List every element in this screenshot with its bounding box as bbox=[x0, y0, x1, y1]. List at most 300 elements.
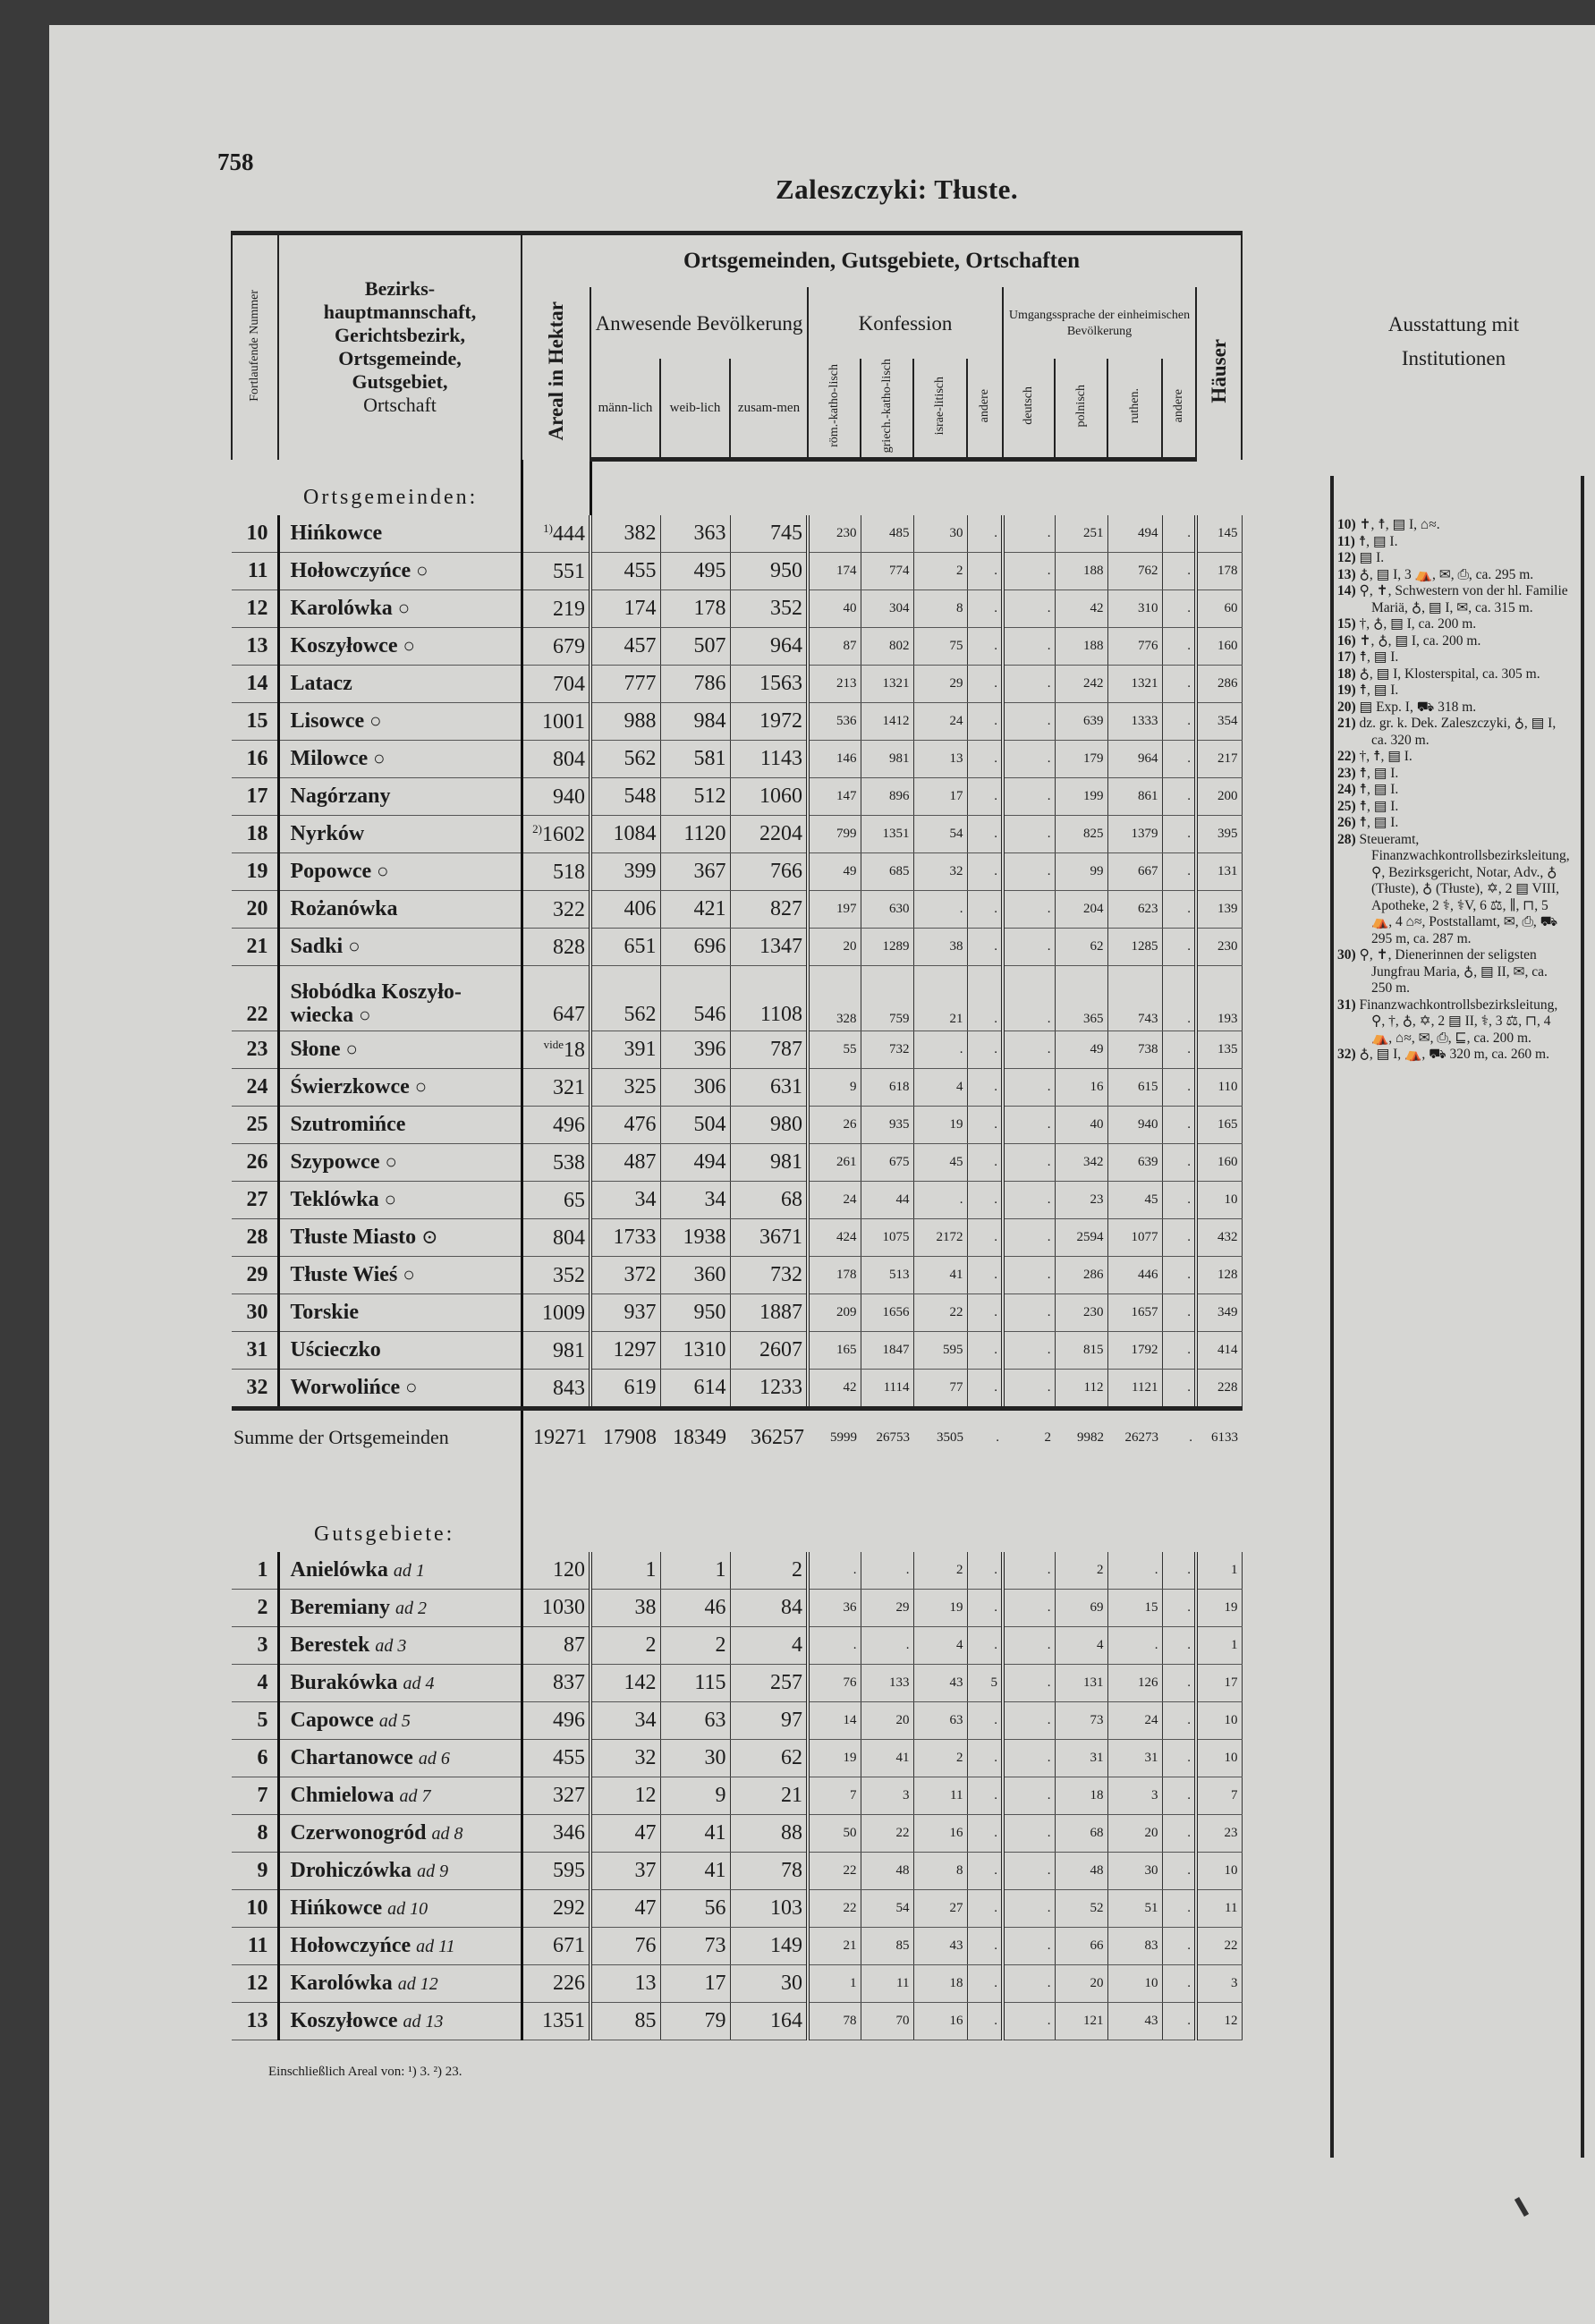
areal-cell bbox=[522, 1219, 590, 1257]
value-z: 257 bbox=[730, 1665, 808, 1702]
value-rk: 536 bbox=[808, 703, 861, 741]
value-z: 352 bbox=[730, 590, 808, 628]
value-z: 766 bbox=[730, 853, 808, 891]
value-ru: . bbox=[1107, 1552, 1162, 1590]
value-as: . bbox=[1162, 1107, 1196, 1144]
value-h: 160 bbox=[1196, 628, 1242, 666]
areal-cell bbox=[522, 2003, 590, 2040]
value-z: 1887 bbox=[730, 1294, 808, 1332]
value-gk: 732 bbox=[861, 1031, 913, 1069]
place-name bbox=[278, 1069, 522, 1107]
value-ru: 1321 bbox=[1107, 666, 1162, 703]
value-gk: 485 bbox=[861, 515, 913, 553]
sum-w: 18349 bbox=[660, 1409, 730, 1465]
value-de: . bbox=[1003, 816, 1055, 853]
value-as: . bbox=[1162, 966, 1196, 1031]
value-z: 964 bbox=[730, 628, 808, 666]
value-z: 88 bbox=[730, 1815, 808, 1853]
value-is: 32 bbox=[913, 853, 967, 891]
note-number: 30) bbox=[1337, 947, 1356, 963]
value-z: 1347 bbox=[730, 929, 808, 966]
row-number: 18 bbox=[232, 816, 278, 853]
areal-cell bbox=[522, 1627, 590, 1665]
place-name bbox=[278, 853, 522, 891]
value-m: 142 bbox=[590, 1665, 660, 1702]
note-text: ♁, ▤ I, Klosterspital, ca. 305 m. bbox=[1359, 666, 1540, 682]
section-label-ortsgemeinden: Ortsgemeinden: bbox=[278, 460, 522, 516]
value-is: 13 bbox=[913, 741, 967, 778]
value-z: 4 bbox=[730, 1627, 808, 1665]
municipality-mark-icon: ○ bbox=[373, 747, 386, 770]
value-w: 786 bbox=[660, 666, 730, 703]
table-row bbox=[232, 778, 1242, 816]
areal-value: 1009 bbox=[542, 1301, 585, 1325]
value-as: . bbox=[1162, 929, 1196, 966]
value-rk: 230 bbox=[808, 515, 861, 553]
value-z: 1108 bbox=[730, 966, 808, 1031]
value-rk: . bbox=[808, 1552, 861, 1590]
areal-value: 804 bbox=[553, 1226, 585, 1250]
value-gk: 48 bbox=[861, 1853, 913, 1890]
municipality-mark-icon: ○ bbox=[397, 597, 411, 620]
note-number: 17) bbox=[1337, 649, 1356, 665]
sum-pl: 9982 bbox=[1055, 1409, 1107, 1465]
value-rk: 76 bbox=[808, 1665, 861, 1702]
value-pl: 23 bbox=[1055, 1182, 1107, 1219]
value-h: 131 bbox=[1196, 853, 1242, 891]
row-number: 28 bbox=[232, 1219, 278, 1257]
value-gk: 20 bbox=[861, 1702, 913, 1740]
areal-cell bbox=[522, 1182, 590, 1219]
value-is: 2172 bbox=[913, 1219, 967, 1257]
areal-value: 322 bbox=[553, 897, 585, 921]
value-rk: . bbox=[808, 1627, 861, 1665]
value-gk: 11 bbox=[861, 1965, 913, 2003]
value-w: 63 bbox=[660, 1702, 730, 1740]
value-w: 367 bbox=[660, 853, 730, 891]
note-text: ☨, ▤ I. bbox=[1359, 782, 1399, 797]
value-de: . bbox=[1003, 1740, 1055, 1777]
value-pl: 188 bbox=[1055, 628, 1107, 666]
areal-value: 804 bbox=[553, 747, 585, 771]
value-de: . bbox=[1003, 966, 1055, 1031]
value-ak: . bbox=[967, 1853, 1003, 1890]
value-m: 391 bbox=[590, 1031, 660, 1069]
table-row bbox=[232, 1590, 1242, 1627]
value-is: 38 bbox=[913, 929, 967, 966]
value-h: 200 bbox=[1196, 778, 1242, 816]
value-ak: . bbox=[967, 816, 1003, 853]
row-number: 8 bbox=[232, 1815, 278, 1853]
value-ru: 639 bbox=[1107, 1144, 1162, 1182]
value-h: 12 bbox=[1196, 2003, 1242, 2040]
place-name-text: Tłuste Wieś bbox=[290, 1263, 398, 1287]
value-gk: 1114 bbox=[861, 1370, 913, 1409]
value-rk: 87 bbox=[808, 628, 861, 666]
value-as: . bbox=[1162, 853, 1196, 891]
value-z: 1563 bbox=[730, 666, 808, 703]
note-text: Steueramt, Finanzwachkontrollsbezirksleitung, ⚲, Bezirksgericht, Notar, Adv., ♁ (Tłuste), ♁ (Tłuste), ✡, 2 ▤ VIII, Apotheke, 2 ⚕, ⚕V, 6 ⚖, ∥, ⊓, 5 ⛺, 4 ⌂≈, Poststallamt, ✉, ⎙, ⛟ 295 m, ca. 287 m. bbox=[1359, 831, 1570, 946]
place-name-text: Szutromińce bbox=[290, 1113, 406, 1137]
footnote-marker: 2) bbox=[532, 821, 542, 835]
areal-cell bbox=[522, 1853, 590, 1890]
value-pl: 639 bbox=[1055, 703, 1107, 741]
value-pl: 188 bbox=[1055, 553, 1107, 590]
spacer bbox=[913, 1464, 967, 1552]
value-rk: 36 bbox=[808, 1590, 861, 1627]
value-z: 30 bbox=[730, 1965, 808, 2003]
value-w: 396 bbox=[660, 1031, 730, 1069]
sum-z: 36257 bbox=[730, 1409, 808, 1465]
value-pl: 230 bbox=[1055, 1294, 1107, 1332]
ad-reference: ad 8 bbox=[431, 1824, 463, 1845]
value-ru: . bbox=[1107, 1627, 1162, 1665]
table-row bbox=[232, 1144, 1242, 1182]
value-h: 228 bbox=[1196, 1370, 1242, 1409]
value-ak: . bbox=[967, 703, 1003, 741]
institution-note bbox=[1337, 947, 1570, 997]
row-number: 22 bbox=[232, 966, 278, 1031]
ad-reference: ad 12 bbox=[397, 1974, 438, 1995]
value-de: . bbox=[1003, 853, 1055, 891]
value-pl: 251 bbox=[1055, 515, 1107, 553]
municipality-mark-icon: ○ bbox=[377, 860, 389, 883]
value-gk: 935 bbox=[861, 1107, 913, 1144]
value-as: . bbox=[1162, 628, 1196, 666]
value-rk: 50 bbox=[808, 1815, 861, 1853]
value-as: . bbox=[1162, 703, 1196, 741]
institution-note bbox=[1337, 517, 1570, 534]
value-is: 595 bbox=[913, 1332, 967, 1370]
ad-reference: ad 1 bbox=[393, 1561, 425, 1582]
col-header-weiblich: weib-lich bbox=[660, 359, 730, 460]
value-h: 139 bbox=[1196, 891, 1242, 929]
value-m: 619 bbox=[590, 1370, 660, 1409]
value-w: 9 bbox=[660, 1777, 730, 1815]
place-name-text: Słone bbox=[290, 1038, 341, 1062]
row-number: 2 bbox=[232, 1590, 278, 1627]
value-rk: 7 bbox=[808, 1777, 861, 1815]
value-w: 115 bbox=[660, 1665, 730, 1702]
place-name-text: Teklówka bbox=[290, 1188, 379, 1212]
place-name-text: Latacz bbox=[290, 672, 352, 696]
place-name-text: Koszyłowce bbox=[290, 2009, 398, 2033]
value-as: . bbox=[1162, 590, 1196, 628]
areal-value: 327 bbox=[553, 1784, 585, 1808]
row-number: 17 bbox=[232, 778, 278, 816]
note-text: †, ♁, ▤ I, ca. 200 m. bbox=[1359, 616, 1477, 632]
areal-cell bbox=[522, 666, 590, 703]
institution-note bbox=[1337, 997, 1570, 1047]
spacer bbox=[1196, 1464, 1242, 1552]
value-de: . bbox=[1003, 553, 1055, 590]
value-rk: 26 bbox=[808, 1107, 861, 1144]
areal-value: 1351 bbox=[542, 2009, 585, 2033]
value-as: . bbox=[1162, 1294, 1196, 1332]
areal-cell bbox=[522, 1294, 590, 1332]
place-name bbox=[278, 628, 522, 666]
place-name bbox=[278, 891, 522, 929]
value-is: 19 bbox=[913, 1590, 967, 1627]
areal-value: 647 bbox=[553, 1003, 585, 1027]
value-rk: 9 bbox=[808, 1069, 861, 1107]
col-header-name: Bezirks- hauptmannschaft, Gerichtsbezirk, Ortsgemeinde, Gutsgebiet, Ortschaft bbox=[278, 233, 522, 460]
col-header-deutsch: deutsch bbox=[1003, 359, 1055, 460]
value-ru: 10 bbox=[1107, 1965, 1162, 2003]
spacer bbox=[660, 1464, 730, 1552]
row-number: 11 bbox=[232, 553, 278, 590]
value-w: 56 bbox=[660, 1890, 730, 1928]
value-m: 47 bbox=[590, 1815, 660, 1853]
note-number: 26) bbox=[1337, 815, 1356, 830]
value-pl: 68 bbox=[1055, 1815, 1107, 1853]
institution-note bbox=[1337, 633, 1570, 650]
value-m: 1 bbox=[590, 1552, 660, 1590]
institution-note bbox=[1337, 1047, 1570, 1064]
note-number: 21) bbox=[1337, 716, 1356, 731]
value-ru: 738 bbox=[1107, 1031, 1162, 1069]
value-w: 507 bbox=[660, 628, 730, 666]
value-rk: 424 bbox=[808, 1219, 861, 1257]
row-number: 1 bbox=[232, 1552, 278, 1590]
areal-value: 18 bbox=[564, 1038, 585, 1062]
value-h: 432 bbox=[1196, 1219, 1242, 1257]
note-text: ▤ I. bbox=[1359, 550, 1385, 565]
institution-note bbox=[1337, 782, 1570, 799]
value-gk: 29 bbox=[861, 1590, 913, 1627]
areal-cell bbox=[522, 1928, 590, 1965]
value-ru: 3 bbox=[1107, 1777, 1162, 1815]
group-header: Ortsgemeinden, Gutsgebiete, Ortschaften bbox=[522, 233, 1242, 288]
place-name bbox=[278, 929, 522, 966]
institution-note bbox=[1337, 832, 1570, 948]
place-name bbox=[278, 1144, 522, 1182]
value-w: 696 bbox=[660, 929, 730, 966]
municipality-mark-icon: ○ bbox=[403, 1263, 415, 1286]
row-number: 26 bbox=[232, 1144, 278, 1182]
spacer bbox=[232, 1464, 278, 1552]
value-z: 3671 bbox=[730, 1219, 808, 1257]
value-rk: 1 bbox=[808, 1965, 861, 2003]
value-is: 21 bbox=[913, 966, 967, 1031]
value-as: . bbox=[1162, 1370, 1196, 1409]
table-row bbox=[232, 1031, 1242, 1069]
sum-ak: . bbox=[967, 1409, 1003, 1465]
place-name-text: Hińkowce bbox=[290, 1896, 383, 1921]
ad-reference: ad 6 bbox=[418, 1749, 450, 1769]
table-row bbox=[232, 966, 1242, 1031]
value-is: 63 bbox=[913, 1702, 967, 1740]
note-text: ☨, ▤ I. bbox=[1359, 765, 1399, 781]
value-is: 43 bbox=[913, 1928, 967, 1965]
note-text: dz. gr. k. Dek. Zaleszczyki, ♁, ▤ I, ca. 320 m. bbox=[1359, 716, 1557, 748]
sum-ru: 26273 bbox=[1107, 1409, 1162, 1465]
value-w: 34 bbox=[660, 1182, 730, 1219]
value-z: 827 bbox=[730, 891, 808, 929]
value-rk: 174 bbox=[808, 553, 861, 590]
areal-value: 940 bbox=[553, 785, 585, 809]
value-ak: . bbox=[967, 853, 1003, 891]
table-row bbox=[232, 515, 1242, 553]
value-z: 1972 bbox=[730, 703, 808, 741]
place-name-text: Sadki bbox=[290, 935, 344, 959]
note-text: ☨, ▤ I. bbox=[1359, 798, 1399, 814]
value-ak: . bbox=[967, 1332, 1003, 1370]
value-h: 19 bbox=[1196, 1590, 1242, 1627]
value-ru: 762 bbox=[1107, 553, 1162, 590]
table-row bbox=[232, 1815, 1242, 1853]
value-as: . bbox=[1162, 891, 1196, 929]
value-h: 354 bbox=[1196, 703, 1242, 741]
place-name-text: Hołowczyńce bbox=[290, 559, 411, 583]
value-w: 1120 bbox=[660, 816, 730, 853]
value-is: 43 bbox=[913, 1665, 967, 1702]
value-w: 1 bbox=[660, 1552, 730, 1590]
institution-note bbox=[1337, 567, 1570, 584]
value-gk: 759 bbox=[861, 966, 913, 1031]
areal-cell bbox=[522, 590, 590, 628]
value-h: 10 bbox=[1196, 1702, 1242, 1740]
value-h: 17 bbox=[1196, 1665, 1242, 1702]
value-h: 178 bbox=[1196, 553, 1242, 590]
value-is: 75 bbox=[913, 628, 967, 666]
value-w: 546 bbox=[660, 966, 730, 1031]
value-w: 1938 bbox=[660, 1219, 730, 1257]
place-name-text: Burakówka bbox=[290, 1671, 398, 1695]
value-as: . bbox=[1162, 1740, 1196, 1777]
value-ak: . bbox=[967, 590, 1003, 628]
areal-cell bbox=[522, 1031, 590, 1069]
table-row bbox=[232, 1702, 1242, 1740]
value-z: 2204 bbox=[730, 816, 808, 853]
place-name bbox=[278, 1627, 522, 1665]
areal-value: 518 bbox=[553, 860, 585, 884]
value-w: 306 bbox=[660, 1069, 730, 1107]
value-z: 950 bbox=[730, 553, 808, 590]
value-rk: 328 bbox=[808, 966, 861, 1031]
spacer bbox=[590, 1464, 660, 1552]
ad-reference: ad 2 bbox=[395, 1599, 428, 1619]
row-number: 3 bbox=[232, 1627, 278, 1665]
value-is: 4 bbox=[913, 1627, 967, 1665]
value-h: 395 bbox=[1196, 816, 1242, 853]
value-h: 145 bbox=[1196, 515, 1242, 553]
value-z: 2607 bbox=[730, 1332, 808, 1370]
place-name bbox=[278, 1552, 522, 1590]
value-m: 12 bbox=[590, 1777, 660, 1815]
value-gk: 41 bbox=[861, 1740, 913, 1777]
value-de: . bbox=[1003, 703, 1055, 741]
spacer bbox=[1107, 1464, 1162, 1552]
place-name bbox=[278, 966, 522, 1031]
value-ak: . bbox=[967, 1144, 1003, 1182]
table-row bbox=[232, 1257, 1242, 1294]
value-w: 950 bbox=[660, 1294, 730, 1332]
place-name-text: Anielówka bbox=[290, 1558, 388, 1582]
areal-value: 65 bbox=[564, 1188, 585, 1212]
col-header-konf-andere: andere bbox=[967, 359, 1003, 460]
areal-cell bbox=[522, 816, 590, 853]
sum-row bbox=[232, 1409, 1242, 1465]
spacer bbox=[967, 1464, 1003, 1552]
table-row bbox=[232, 816, 1242, 853]
institution-note bbox=[1337, 666, 1570, 683]
value-de: . bbox=[1003, 1702, 1055, 1740]
value-pl: 286 bbox=[1055, 1257, 1107, 1294]
institution-note bbox=[1337, 815, 1570, 832]
value-as: . bbox=[1162, 553, 1196, 590]
value-gk: 513 bbox=[861, 1257, 913, 1294]
areal-cell bbox=[522, 1777, 590, 1815]
place-name-text: Beremiany bbox=[290, 1596, 391, 1620]
value-gk: 3 bbox=[861, 1777, 913, 1815]
value-z: 103 bbox=[730, 1890, 808, 1928]
value-gk: 1412 bbox=[861, 703, 913, 741]
value-pl: 49 bbox=[1055, 1031, 1107, 1069]
row-number: 21 bbox=[232, 929, 278, 966]
value-rk: 78 bbox=[808, 2003, 861, 2040]
areal-value: 1602 bbox=[542, 822, 585, 846]
place-name bbox=[278, 1031, 522, 1069]
note-text: ☨, ▤ I. bbox=[1358, 533, 1398, 549]
value-m: 777 bbox=[590, 666, 660, 703]
value-is: . bbox=[913, 891, 967, 929]
value-w: 79 bbox=[660, 2003, 730, 2040]
value-ak: . bbox=[967, 1965, 1003, 2003]
note-number: 15) bbox=[1337, 616, 1356, 632]
value-m: 455 bbox=[590, 553, 660, 590]
areal-value: 1001 bbox=[542, 709, 585, 734]
place-name-text: Karolówka bbox=[290, 597, 393, 621]
value-pl: 16 bbox=[1055, 1069, 1107, 1107]
place-name-text: Capowce bbox=[290, 1709, 374, 1733]
place-name bbox=[278, 666, 522, 703]
value-ak: . bbox=[967, 1777, 1003, 1815]
note-number: 18) bbox=[1337, 666, 1356, 682]
institution-note bbox=[1337, 649, 1570, 666]
row-number: 4 bbox=[232, 1665, 278, 1702]
value-w: 581 bbox=[660, 741, 730, 778]
value-de: . bbox=[1003, 628, 1055, 666]
table-row bbox=[232, 1928, 1242, 1965]
note-number: 32) bbox=[1337, 1047, 1356, 1062]
value-h: 286 bbox=[1196, 666, 1242, 703]
value-ak: . bbox=[967, 1740, 1003, 1777]
value-rk: 146 bbox=[808, 741, 861, 778]
value-ru: 310 bbox=[1107, 590, 1162, 628]
value-m: 382 bbox=[590, 515, 660, 553]
value-ak: . bbox=[967, 553, 1003, 590]
areal-value: 843 bbox=[553, 1376, 585, 1400]
note-number: 13) bbox=[1337, 566, 1356, 582]
value-gk: 1075 bbox=[861, 1219, 913, 1257]
place-name-text: Milowce bbox=[290, 747, 369, 771]
municipality-mark-icon: ○ bbox=[369, 709, 382, 733]
value-pl: 4 bbox=[1055, 1627, 1107, 1665]
areal-value: 1030 bbox=[542, 1596, 585, 1620]
value-is: 2 bbox=[913, 1740, 967, 1777]
value-as: . bbox=[1162, 1069, 1196, 1107]
value-as: . bbox=[1162, 515, 1196, 553]
value-m: 38 bbox=[590, 1590, 660, 1627]
place-name-text: Świerzkowce bbox=[290, 1075, 410, 1099]
value-m: 13 bbox=[590, 1965, 660, 2003]
place-name bbox=[278, 816, 522, 853]
value-as: . bbox=[1162, 1552, 1196, 1590]
value-pl: 31 bbox=[1055, 1740, 1107, 1777]
value-ak: . bbox=[967, 2003, 1003, 2040]
place-name-text: Lisowce bbox=[290, 709, 365, 734]
